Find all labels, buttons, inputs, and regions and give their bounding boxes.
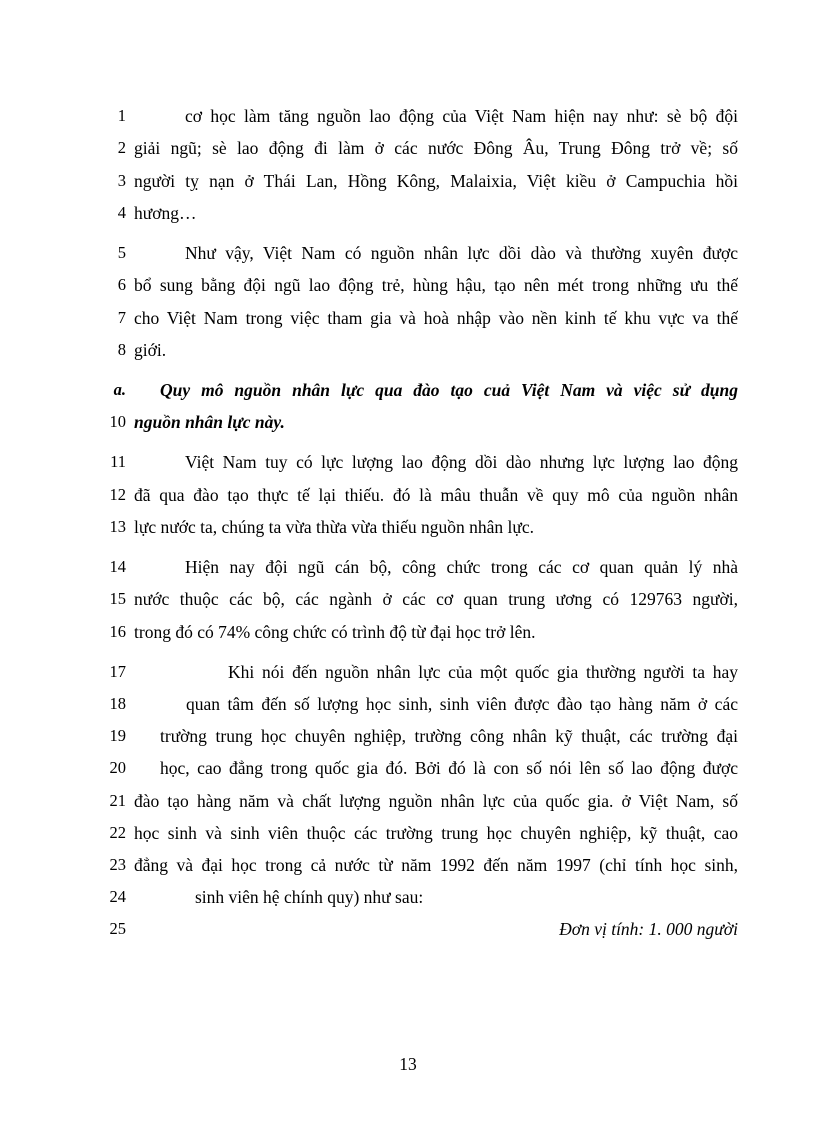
text-line (0, 880, 816, 914)
line-text: Khi nói đến nguồn nhân lực của một quốc gia thường người ta hay (228, 662, 738, 682)
text-line (0, 751, 816, 785)
line-number: 15 (109, 589, 126, 608)
line-number: 23 (109, 855, 126, 874)
line-text: bổ sung bằng đội ngũ lao động trẻ, hùng hậu, tạo nên mét trong những ưu thế (134, 275, 738, 295)
section-heading-line (0, 405, 816, 439)
line-number: 7 (117, 308, 126, 327)
line-text: đào tạo hàng năm và chất lượng nguồn nhân lực của quốc gia. ở Việt Nam, số (134, 791, 738, 811)
line-text: Như vậy, Việt Nam có nguồn nhân lực dồi dào và thường xuyên được (185, 243, 738, 263)
section-marker: a. (113, 380, 126, 399)
line-number: 12 (109, 485, 126, 504)
text-line (0, 164, 816, 198)
section-heading: Quy mô nguồn nhân lực qua đào tạo cuả Việt Nam và việc sử dụng (160, 380, 738, 400)
line-number: 1 (117, 106, 126, 125)
line-text: trường trung học chuyên nghiệp, trường công nhân kỹ thuật, các trường đại (160, 726, 738, 746)
text-line (0, 615, 816, 649)
line-number: 24 (109, 887, 126, 906)
text-line (0, 99, 816, 133)
line-number: 17 (109, 662, 126, 681)
text-line (0, 131, 816, 165)
line-number: 11 (110, 452, 126, 471)
line-text: cơ học làm tăng nguồn lao động của Việt Nam hiện nay như: sè bộ đội (185, 106, 738, 126)
line-number: 6 (117, 275, 126, 294)
text-line (0, 510, 816, 544)
line-text: giải ngũ; sè lao động đi làm ở các nước Đông Âu, Trung Đông trở về; số (134, 138, 738, 158)
line-text: học sinh và sinh viên thuộc các trường trung học chuyên nghiệp, kỹ thuật, cao (134, 823, 738, 843)
line-number: 20 (109, 758, 126, 777)
line-number: 5 (117, 243, 126, 262)
page-number: 13 (399, 1054, 417, 1074)
line-text: học, cao đẳng trong quốc gia đó. Bởi đó là con số nói lên số lao động được (160, 758, 738, 778)
line-number: 19 (109, 726, 126, 745)
text-line (0, 445, 816, 479)
text-line (0, 236, 816, 270)
line-text: Hiện nay đội ngũ cán bộ, công chức trong các cơ quan quản lý nhà (185, 557, 738, 577)
line-text: quan tâm đến số lượng học sinh, sinh viên được đào tạo hàng năm ở các (186, 694, 738, 714)
line-text: sinh viên hệ chính quy) như sau: (195, 887, 424, 907)
section-heading-line (0, 373, 816, 407)
line-text: đẳng và đại học trong cả nước từ năm 1992 đến năm 1997 (chỉ tính học sinh, (134, 855, 738, 875)
line-text: đã qua đào tạo thực tế lại thiếu. đó là mâu thuẫn về quy mô của nguồn nhân (134, 485, 738, 505)
line-text: lực nước ta, chúng ta vừa thừa vừa thiếu nguồn nhân lực. (134, 517, 535, 537)
line-text: giới. (134, 340, 167, 360)
text-line (0, 582, 816, 616)
line-text: cho Việt Nam trong việc tham gia và hoà nhập vào nền kinh tế khu vực va thế (134, 308, 738, 328)
line-number: 8 (117, 340, 126, 359)
text-line (0, 196, 816, 230)
line-text: người tỵ nạn ở Thái Lan, Hồng Kông, Malaixia, Việt kiều ở Campuchia hồi (134, 171, 738, 191)
line-number: 13 (109, 517, 126, 536)
unit-note: Đơn vị tính: 1. 000 người (559, 919, 738, 939)
text-line (0, 784, 816, 818)
line-text: Việt Nam tuy có lực lượng lao động dồi dào nhưng lực lượng lao động (185, 452, 738, 472)
text-line (0, 268, 816, 302)
line-text: hương… (134, 203, 197, 223)
line-number: 25 (109, 919, 126, 938)
text-line (0, 333, 816, 367)
line-text: nước thuộc các bộ, các ngành ở các cơ quan trung ương có 129763 người, (134, 589, 738, 609)
line-number: 16 (109, 622, 126, 641)
text-line (0, 848, 816, 882)
line-number: 22 (109, 823, 126, 842)
text-line (0, 478, 816, 512)
text-line (0, 719, 816, 753)
line-number: 21 (109, 791, 126, 810)
text-line (0, 816, 816, 850)
line-number: 14 (109, 557, 126, 576)
line-number: 4 (117, 203, 126, 222)
line-number: 10 (109, 412, 126, 431)
text-line (0, 550, 816, 584)
text-line (0, 301, 816, 335)
line-number: 2 (117, 138, 126, 157)
line-text: trong đó có 74% công chức có trình độ từ đại học trở lên. (134, 622, 536, 642)
section-heading: nguồn nhân lực này. (134, 412, 285, 432)
line-number: 18 (109, 694, 126, 713)
unit-note-line (0, 912, 816, 946)
text-line (0, 655, 816, 689)
text-line (0, 687, 816, 721)
line-number: 3 (117, 171, 126, 190)
